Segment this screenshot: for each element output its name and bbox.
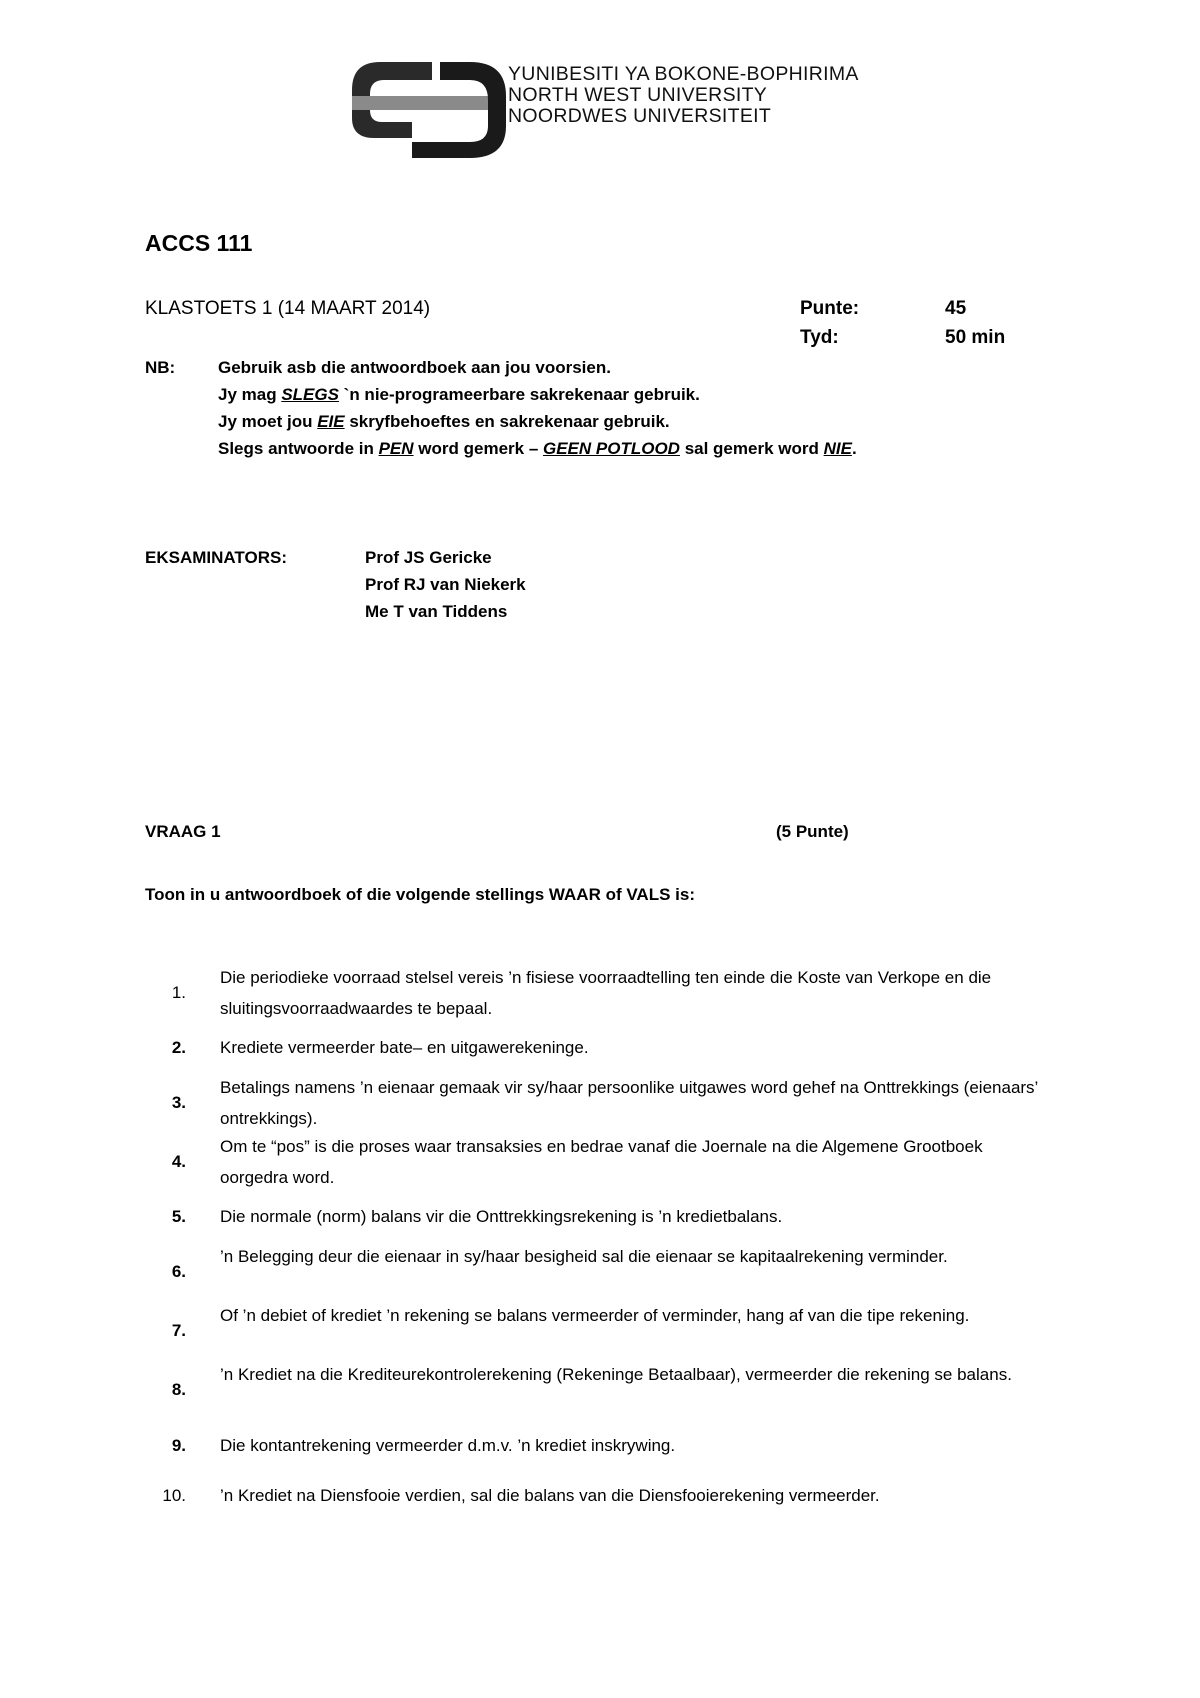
- nb-label: NB:: [145, 358, 176, 377]
- test-title: KLASTOETS 1 (14 MAART 2014): [145, 298, 431, 319]
- statement-text: ’n Belegging deur die eienaar in sy/haar besigheid sal die eienaar se kapitaalrekening verminder.: [220, 1247, 948, 1266]
- time-value: 50 min: [945, 327, 1006, 348]
- marks-label: Punte:: [800, 298, 860, 319]
- statement-text: Die kontantrekening vermeerder d.m.v. ’n krediet inskrywing.: [220, 1436, 676, 1455]
- statement-text: Of ’n debiet of krediet ’n rekening se balans vermeerder of verminder, hang af van die tipe rekening.: [220, 1306, 970, 1325]
- nb-instruction: Jy moet jou EIE skryfbehoeftes en sakrekenaar gebruik.: [218, 412, 670, 431]
- university-name-line: NOORDWES UNIVERSITEIT: [508, 105, 772, 127]
- time-label: Tyd:: [800, 327, 839, 348]
- statement-text: Om te “pos” is die proses waar transaksies en bedrae vanaf die Joernale na die Algemene Grootboek oorgedra word.: [220, 1137, 983, 1187]
- examiners-label: EKSAMINATORS:: [145, 548, 287, 567]
- question-marks: (5 Punte): [776, 822, 849, 841]
- examiner-name: Prof JS Gericke: [365, 548, 492, 567]
- statement-number: 6.: [171, 1262, 186, 1281]
- statement-number: 8.: [171, 1380, 186, 1399]
- course-code: ACCS 111: [145, 230, 253, 256]
- examiner-name: Me T van Tiddens: [365, 602, 508, 621]
- marks-value: 45: [945, 298, 967, 319]
- statement-number: 10.: [162, 1486, 186, 1505]
- statement-number: 1.: [171, 983, 186, 1002]
- university-name: [508, 64, 859, 127]
- question-title: VRAAG 1: [145, 822, 221, 841]
- nb-instruction: Gebruik asb die antwoordboek aan jou voorsien.: [218, 358, 611, 377]
- question-instruction: Toon in u antwoordboek of die volgende stellings WAAR of VALS is:: [145, 885, 695, 904]
- statement-number: 3.: [171, 1093, 186, 1112]
- statement-text: Die normale (norm) balans vir die Onttrekkingsrekening is ’n kredietbalans.: [220, 1207, 783, 1226]
- statement-text: ’n Krediet na die Krediteurekontrolerekening (Rekeninge Betaalbaar), vermeerder die rekening se balans.: [220, 1365, 1012, 1384]
- university-name-line: YUNIBESITI YA BOKONE-BOPHIRIMA: [508, 63, 859, 85]
- university-name-line: NORTH WEST UNIVERSITY: [508, 84, 768, 106]
- nb-instruction: Jy mag SLEGS `n nie-programeerbare sakrekenaar gebruik.: [218, 385, 700, 404]
- examiner-name: Prof RJ van Niekerk: [365, 575, 526, 594]
- statement-number: 9.: [171, 1436, 186, 1455]
- statement-number: 5.: [171, 1207, 186, 1226]
- statement-number: 2.: [171, 1038, 186, 1057]
- statement-text: Die periodieke voorraad stelsel vereis ’n fisiese voorraadtelling ten einde die Koste van Verkope en die sluitingsvoorraadwaardes te bepaal.: [220, 968, 992, 1018]
- statement-text: ’n Krediet na Diensfooie verdien, sal die balans van die Diensfooierekening vermeerder.: [220, 1486, 880, 1505]
- statement-text: Betalings namens ’n eienaar gemaak vir sy/haar persoonlike uitgawes word gehef na Onttrekkings (eienaars’ ontrekkings).: [220, 1078, 1038, 1128]
- statement-text: Krediete vermeerder bate– en uitgawerekeninge.: [220, 1038, 589, 1057]
- statement-number: 7.: [171, 1321, 186, 1340]
- statement-number: 4.: [171, 1152, 186, 1171]
- nb-instruction: Slegs antwoorde in PEN word gemerk – GEEN POTLOOD sal gemerk word NIE.: [218, 439, 857, 458]
